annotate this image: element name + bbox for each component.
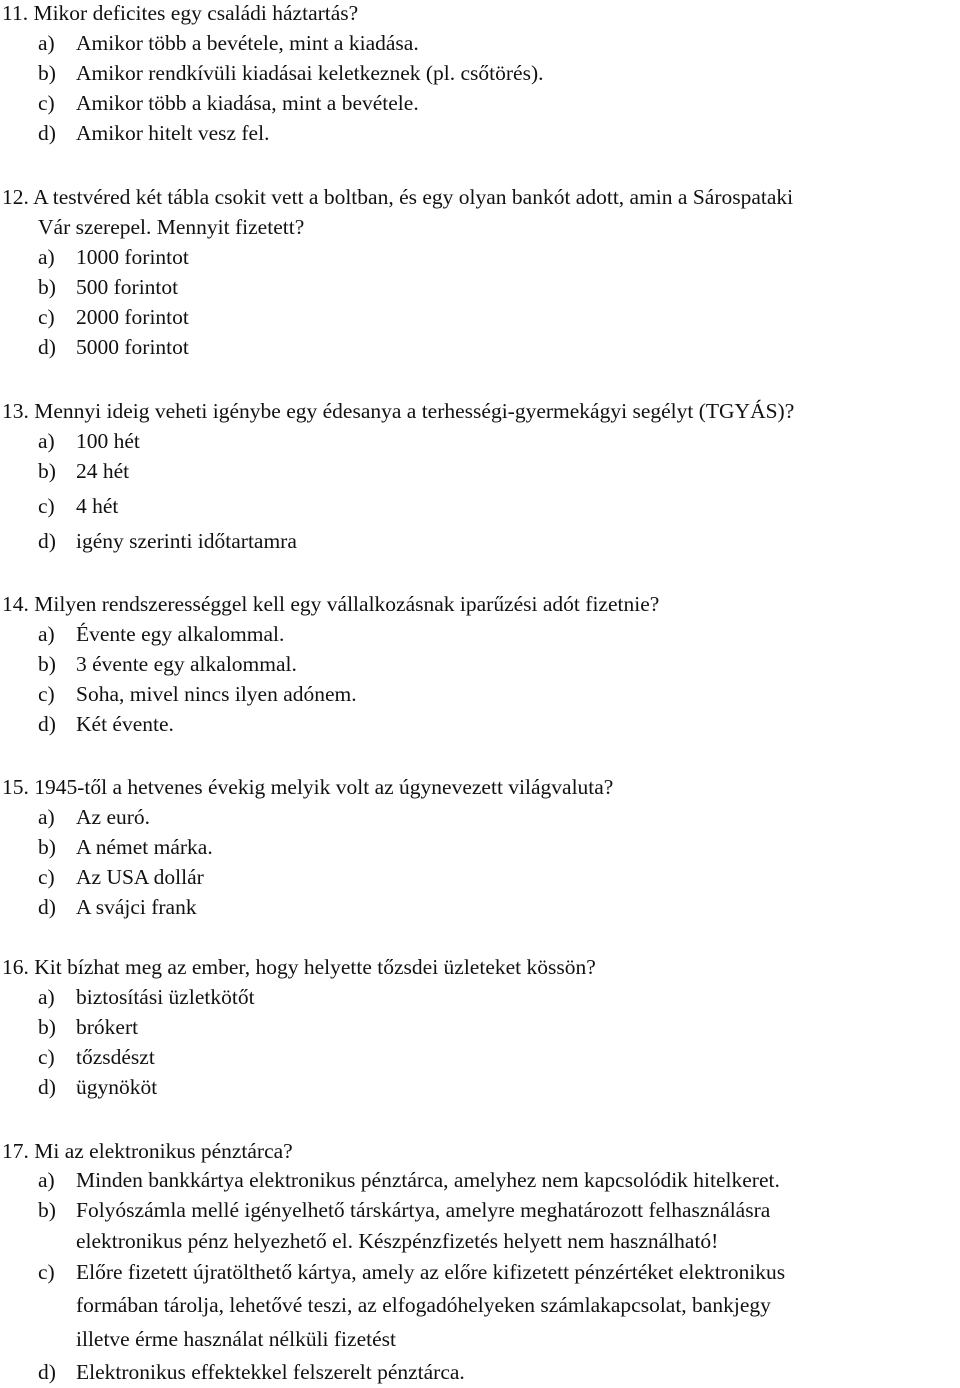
question-16: [2, 957, 596, 979]
option-label: d): [38, 1075, 56, 1099]
question-11: [2, 3, 358, 25]
question-15: [2, 777, 613, 799]
option-16c: [38, 1047, 938, 1071]
option-15c: [38, 867, 938, 891]
option-label: b): [38, 459, 56, 483]
question-number: 12.: [2, 185, 29, 209]
option-text: 2000 forintot: [76, 305, 189, 329]
option-12a: [38, 247, 938, 271]
question-text: Mikor deficites egy családi háztartás?: [33, 1, 359, 25]
option-14c: [38, 684, 938, 708]
question-14: [2, 594, 659, 616]
question-text: Mi az elektronikus pénztárca?: [34, 1139, 293, 1163]
option-text: Folyószámla mellé igényelhető társkártya, amelyre meghatározott felhasználásra: [76, 1198, 771, 1222]
question-number: 11.: [2, 1, 29, 25]
option-12b: [38, 277, 938, 301]
option-label: a): [38, 31, 55, 55]
option-label: d): [38, 335, 56, 359]
option-15d: [38, 897, 938, 921]
option-text: Az euró.: [76, 805, 151, 829]
option-label: b): [38, 835, 56, 859]
option-label: b): [38, 61, 56, 85]
question-text: Kit bízhat meg az ember, hogy helyette tőzsdei üzleteket kössön?: [34, 955, 596, 979]
question-17: [2, 1141, 293, 1163]
option-text: 500 forintot: [76, 275, 179, 299]
option-11a: [38, 33, 938, 57]
option-label: c): [38, 494, 55, 518]
option-label: a): [38, 1168, 55, 1192]
question-text: A testvéred két tábla csokit vett a boltban, és egy olyan bankót adott, amin a Sárospataki: [33, 185, 794, 209]
option-13d: [38, 531, 938, 555]
option-16d: [38, 1077, 938, 1101]
option-label: a): [38, 245, 55, 269]
option-text: Minden bankkártya elektronikus pénztárca, amelyhez nem kapcsolódik hitelkeret.: [76, 1168, 780, 1192]
option-label: b): [38, 1015, 56, 1039]
option-text: 4 hét: [76, 494, 119, 518]
option-text: Amikor több a bevétele, mint a kiadása.: [76, 31, 419, 55]
option-text: biztosítási üzletkötőt: [76, 985, 255, 1009]
option-label: d): [38, 895, 56, 919]
question-12: [2, 187, 793, 209]
option-text: Elektronikus effektekkel felszerelt pénztárca.: [76, 1360, 465, 1384]
option-label: d): [38, 121, 56, 145]
option-text: igény szerinti időtartamra: [76, 529, 297, 553]
option-label: b): [38, 1198, 56, 1222]
option-label: a): [38, 985, 55, 1009]
option-14a: [38, 624, 938, 648]
option-17c-continuation-1: formában tárolja, lehetővé teszi, az elfogadóhelyeken számlakapcsolat, bankjegy: [76, 1293, 771, 1317]
option-text: 100 hét: [76, 429, 140, 453]
option-text: ügynököt: [76, 1075, 158, 1099]
option-label: a): [38, 429, 55, 453]
option-15a: [38, 807, 938, 831]
option-11d: [38, 123, 938, 147]
option-14d: [38, 714, 938, 738]
option-16b: [38, 1017, 938, 1041]
option-label: c): [38, 305, 55, 329]
option-label: d): [38, 712, 56, 736]
option-label: c): [38, 1260, 55, 1284]
option-label: c): [38, 865, 55, 889]
option-17a: [38, 1170, 938, 1194]
option-12d: [38, 337, 938, 361]
option-13b: [38, 461, 938, 485]
option-label: a): [38, 622, 55, 646]
option-text: tőzsdészt: [76, 1045, 155, 1069]
option-label: d): [38, 529, 56, 553]
option-text: A német márka.: [76, 835, 213, 859]
option-text: Amikor rendkívüli kiadásai keletkeznek (pl. csőtörés).: [76, 61, 544, 85]
question-text: 1945-től a hetvenes évekig melyik volt az úgynevezett világvaluta?: [34, 775, 614, 799]
question-number: 15.: [2, 775, 29, 799]
option-text: Amikor hitelt vesz fel.: [76, 121, 270, 145]
option-14b: [38, 654, 938, 678]
question-text: Milyen rendszerességgel kell egy vállalkozásnak iparűzési adót fizetnie?: [34, 592, 660, 616]
question-number: 17.: [2, 1139, 29, 1163]
option-text: 3 évente egy alkalommal.: [76, 652, 297, 676]
option-label: b): [38, 652, 56, 676]
question-text: Mennyi ideig veheti igénybe egy édesanya a terhességi-gyermekágyi segélyt (TGYÁS)?: [34, 399, 795, 423]
question-number: 14.: [2, 592, 29, 616]
option-15b: [38, 837, 938, 861]
option-17c-continuation-2: illetve érme használat nélküli fizetést: [76, 1327, 396, 1351]
question-13: [2, 401, 794, 423]
option-text: 1000 forintot: [76, 245, 189, 269]
option-label: a): [38, 805, 55, 829]
option-text: Előre fizetett újratölthető kártya, amely az előre kifizetett pénzértéket elektronikus: [76, 1260, 786, 1284]
option-16a: [38, 987, 938, 1011]
option-text: 24 hét: [76, 459, 130, 483]
option-text: A svájci frank: [76, 895, 197, 919]
option-13c: [38, 496, 938, 520]
option-17b: [38, 1200, 938, 1224]
option-text: Amikor több a kiadása, mint a bevétele.: [76, 91, 419, 115]
option-text: Évente egy alkalommal.: [76, 622, 285, 646]
option-11c: [38, 93, 938, 117]
option-17c: [38, 1262, 938, 1286]
option-label: c): [38, 682, 55, 706]
option-11b: [38, 63, 938, 87]
option-text: 5000 forintot: [76, 335, 189, 359]
option-label: c): [38, 91, 55, 115]
option-13a: [38, 431, 938, 455]
option-text: Az USA dollár: [76, 865, 204, 889]
option-12c: [38, 307, 938, 331]
option-label: b): [38, 275, 56, 299]
question-number: 13.: [2, 399, 29, 423]
option-text: Két évente.: [76, 712, 174, 736]
question-12-line-2: Vár szerepel. Mennyit fizetett?: [38, 215, 305, 239]
question-number: 16.: [2, 955, 29, 979]
option-17d: [38, 1362, 938, 1386]
option-label: d): [38, 1360, 56, 1384]
option-text: Soha, mivel nincs ilyen adónem.: [76, 682, 357, 706]
option-text: brókert: [76, 1015, 139, 1039]
option-label: c): [38, 1045, 55, 1069]
option-17b-continuation: elektronikus pénz helyezhető el. Készpénzfizetés helyett nem használható!: [76, 1229, 719, 1253]
